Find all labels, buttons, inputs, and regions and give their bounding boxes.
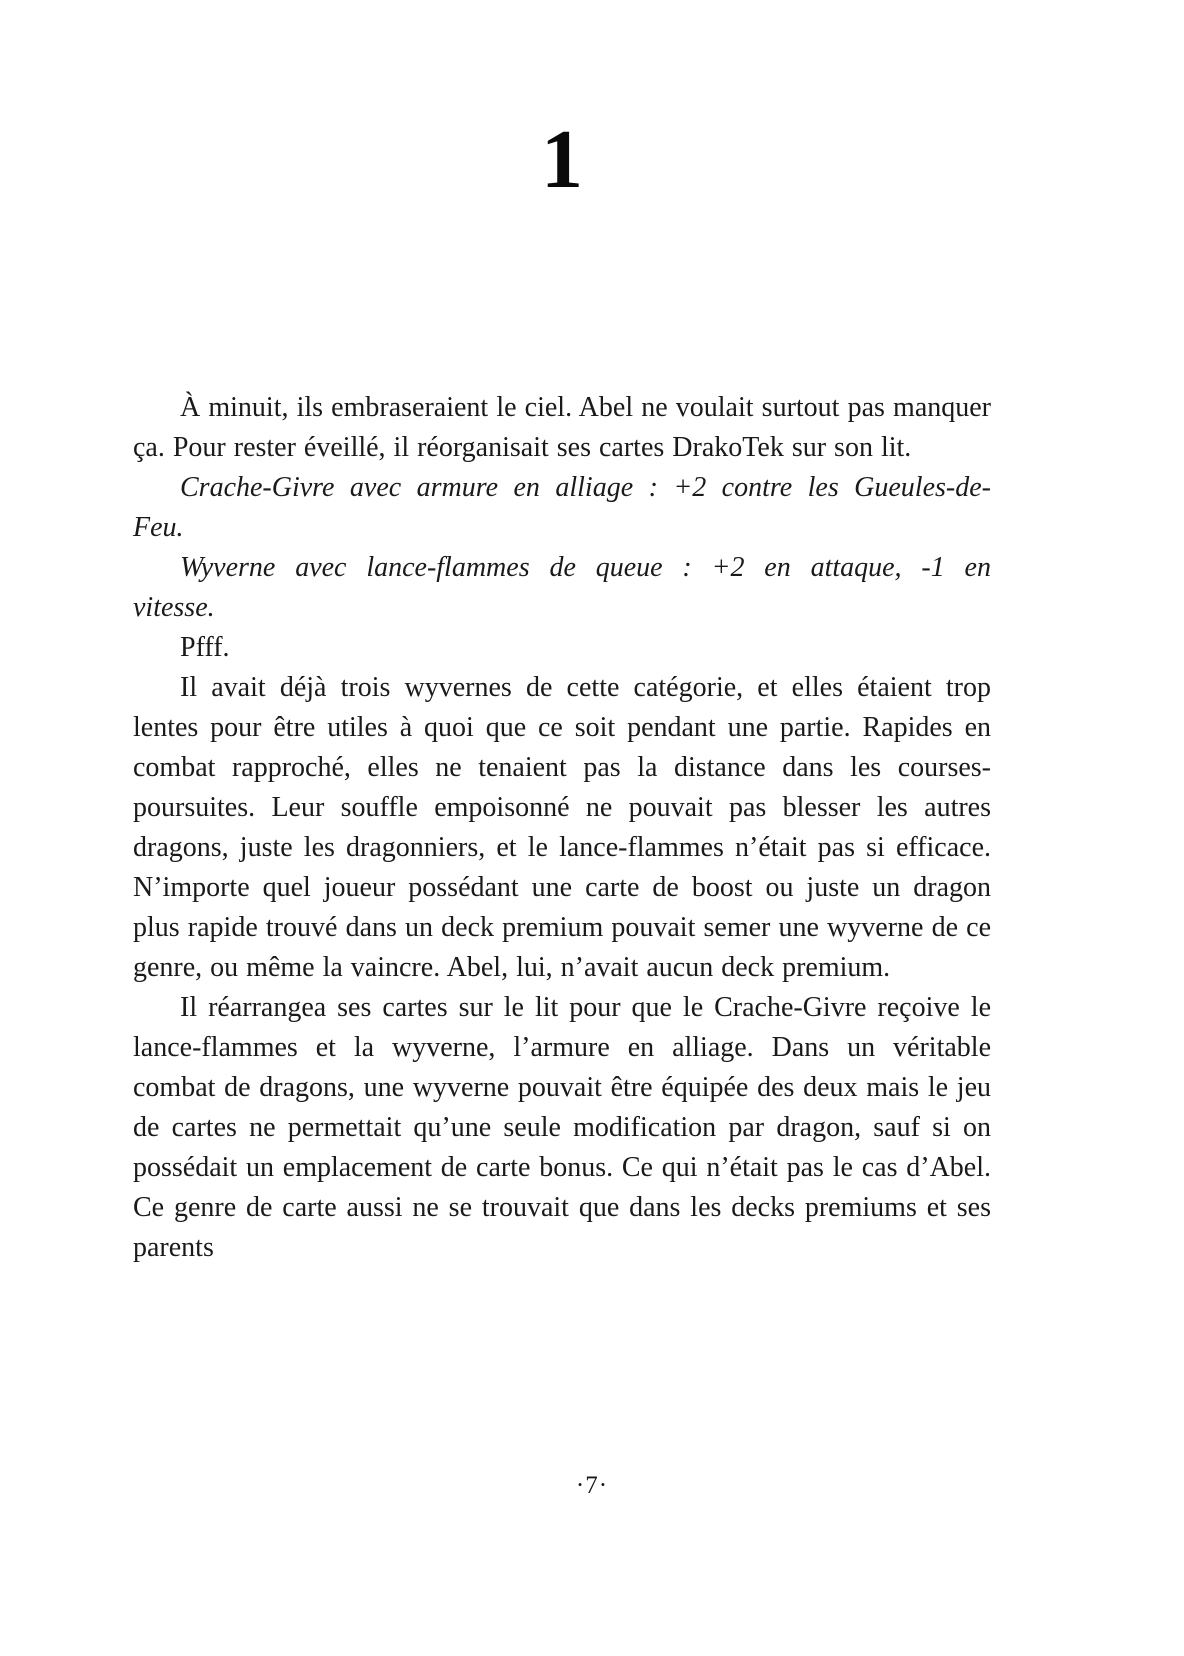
- paragraph: Crache-Givre avec armure en alliage : +2 contre les Gueules-de-Feu.: [133, 472, 991, 543]
- chapter-number: 1: [541, 113, 583, 206]
- text-block: [133, 388, 991, 1268]
- paragraph: Pfff.: [180, 632, 230, 663]
- page-number: ·7·: [575, 1472, 609, 1499]
- paragraph: À minuit, ils embraseraient le ciel. Abel ne voulait surtout pas manquer ça. Pour rester éveillé, il réorganisait ses cartes DrakoTek sur son lit.: [133, 392, 991, 463]
- paragraph: Il avait déjà trois wyvernes de cette catégorie, et elles étaient trop lentes pour être utiles à quoi que ce soit pendant une partie. Rapides en combat rapproché, elles ne tenaient pas la distance dans les courses-poursuites. Leur souffle empoisonné ne pouvait pas blesser les autres dragons, juste les dragonniers, et le lance-flammes n’était pas si efficace. N’importe quel joueur possédant une carte de boost ou juste un dragon plus rapide trouvé dans un deck premium pouvait semer une wyverne de ce genre, ou même la vaincre. Abel, lui, n’avait aucun deck premium.: [133, 672, 991, 983]
- paragraph: Wyverne avec lance-flammes de queue : +2 en attaque, -1 en vitesse.: [133, 552, 991, 623]
- paragraph: Il réarrangea ses cartes sur le lit pour que le Crache-Givre reçoive le lance-flammes et la wyverne, l’armure en alliage. Dans un véritable combat de dragons, une wyverne pouvait être équipée des deux mais le jeu de cartes ne permettait qu’une seule modification par dragon, sauf si on possédait un emplacement de carte bonus. Ce qui n’était pas le cas d’Abel. Ce genre de carte aussi ne se trouvait que dans les decks premiums et ses parents: [133, 992, 991, 1263]
